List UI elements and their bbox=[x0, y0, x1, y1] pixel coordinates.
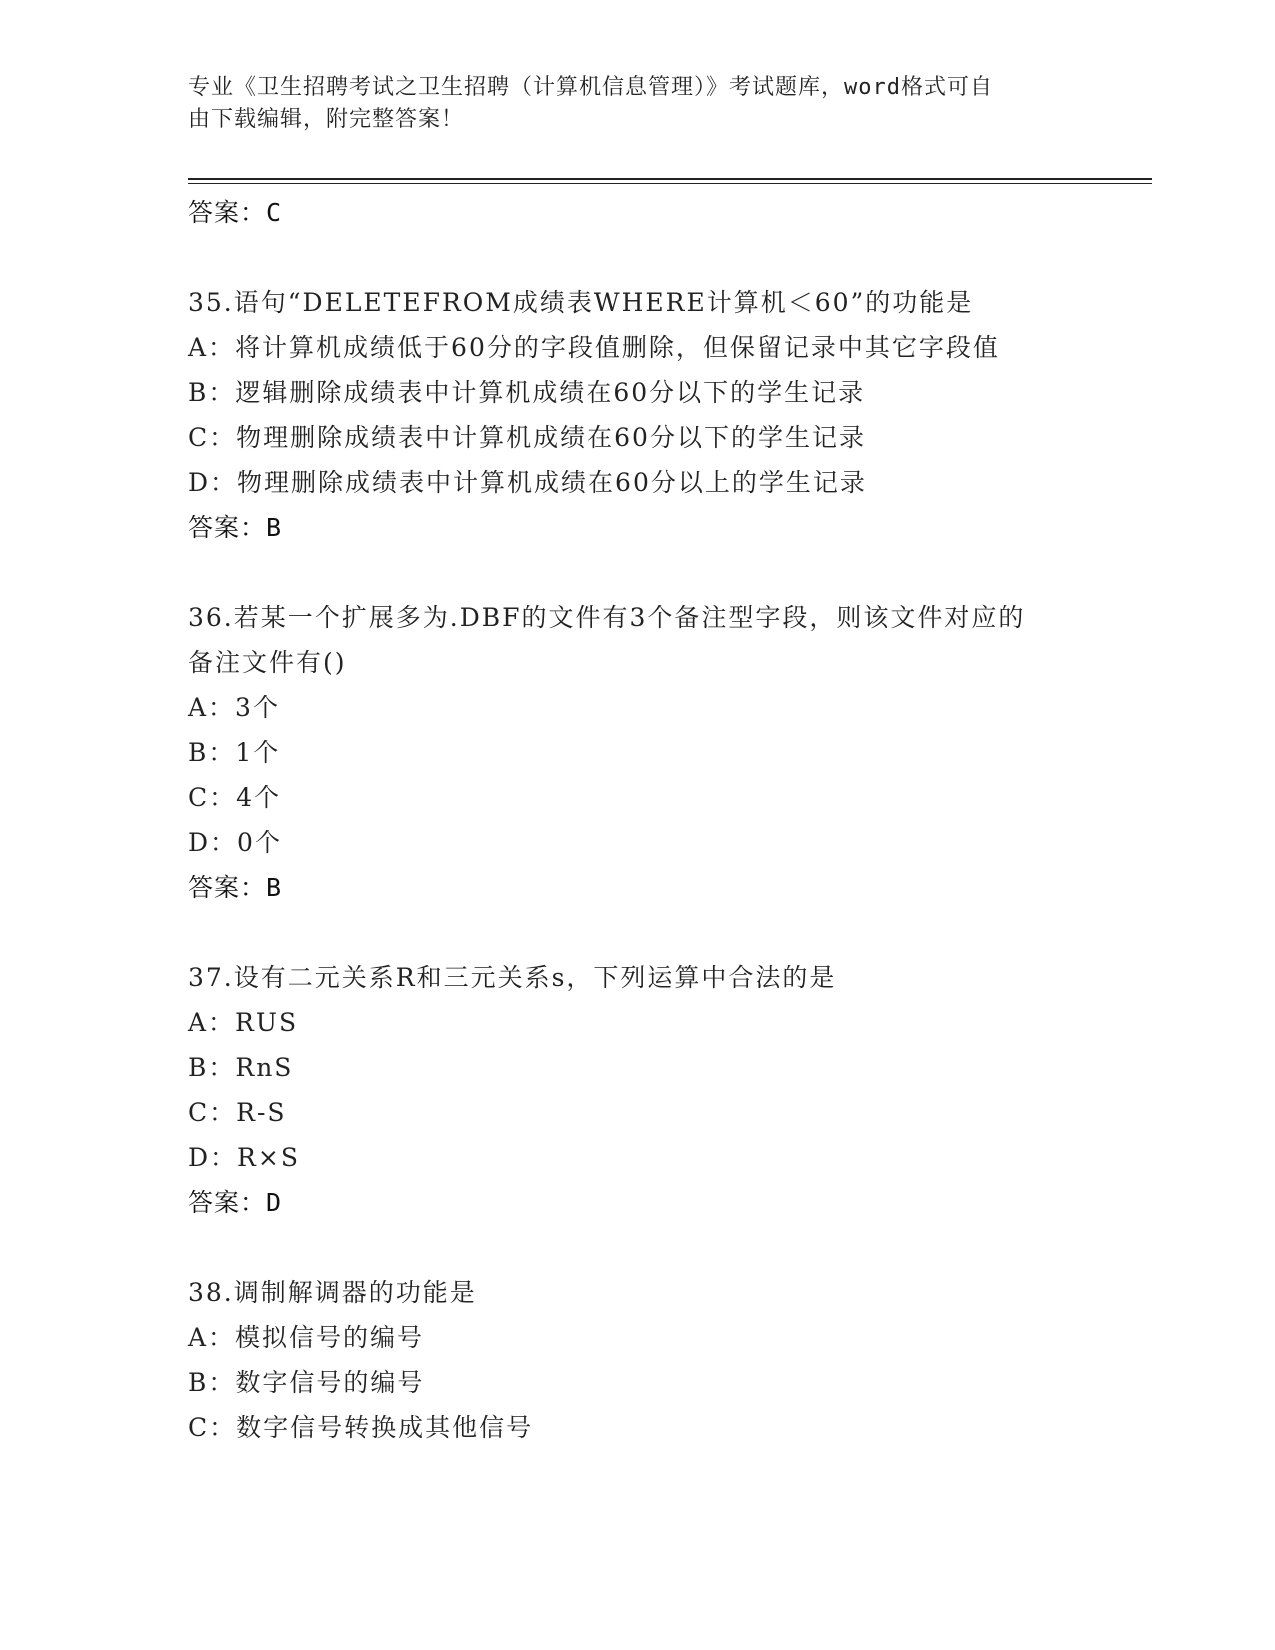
question-37 bbox=[188, 955, 1118, 1226]
answer: 答案：D bbox=[188, 1188, 283, 1217]
option-a: A：RUS bbox=[188, 1008, 299, 1037]
option-b: B：数字信号的编号 bbox=[188, 1368, 425, 1397]
option-c: C：4个 bbox=[188, 783, 282, 812]
question-35 bbox=[188, 280, 1118, 551]
option-c: C：物理删除成绩表中计算机成绩在60分以下的学生记录 bbox=[188, 423, 866, 452]
answer: 答案：B bbox=[188, 873, 283, 902]
option-d: D：0个 bbox=[188, 828, 282, 857]
option-b: B：RnS bbox=[188, 1053, 294, 1082]
option-c: C：数字信号转换成其他信号 bbox=[188, 1413, 534, 1442]
option-c: C：R-S bbox=[188, 1098, 287, 1127]
question-38 bbox=[188, 1270, 1118, 1450]
page-header bbox=[188, 72, 1088, 136]
header-rule-thick bbox=[188, 178, 1152, 180]
question-stem-line-2: 备注文件有() bbox=[188, 648, 347, 677]
option-b: B：逻辑删除成绩表中计算机成绩在60分以下的学生记录 bbox=[188, 378, 866, 407]
question-stem: 37.设有二元关系R和三元关系s，下列运算中合法的是 bbox=[188, 963, 837, 992]
question-stem: 35.语句“DELETEFROM成绩表WHERE计算机＜60”的功能是 bbox=[188, 288, 974, 317]
question-stem: 38.调制解调器的功能是 bbox=[188, 1278, 477, 1307]
option-a: A：3个 bbox=[188, 693, 280, 722]
question-stem-line-1: 36.若某一个扩展多为.DBF的文件有3个备注型字段，则该文件对应的 bbox=[188, 603, 1026, 632]
previous-answer: 答案：C bbox=[188, 198, 283, 227]
option-d: D：物理删除成绩表中计算机成绩在60分以上的学生记录 bbox=[188, 468, 867, 497]
header-line-1: 专业《卫生招聘考试之卫生招聘（计算机信息管理）》考试题库，word格式可自 bbox=[188, 75, 993, 100]
answer: 答案：B bbox=[188, 513, 283, 542]
header-line-2: 由下载编辑，附完整答案！ bbox=[188, 107, 465, 132]
option-a: A：模拟信号的编号 bbox=[188, 1323, 425, 1352]
question-list bbox=[188, 190, 1118, 1450]
option-d: D：R×S bbox=[188, 1143, 300, 1172]
question-36 bbox=[188, 595, 1118, 911]
option-b: B：1个 bbox=[188, 738, 281, 767]
option-a: A：将计算机成绩低于60分的字段值删除，但保留记录中其它字段值 bbox=[188, 333, 1000, 362]
header-rule-thin bbox=[188, 183, 1152, 184]
